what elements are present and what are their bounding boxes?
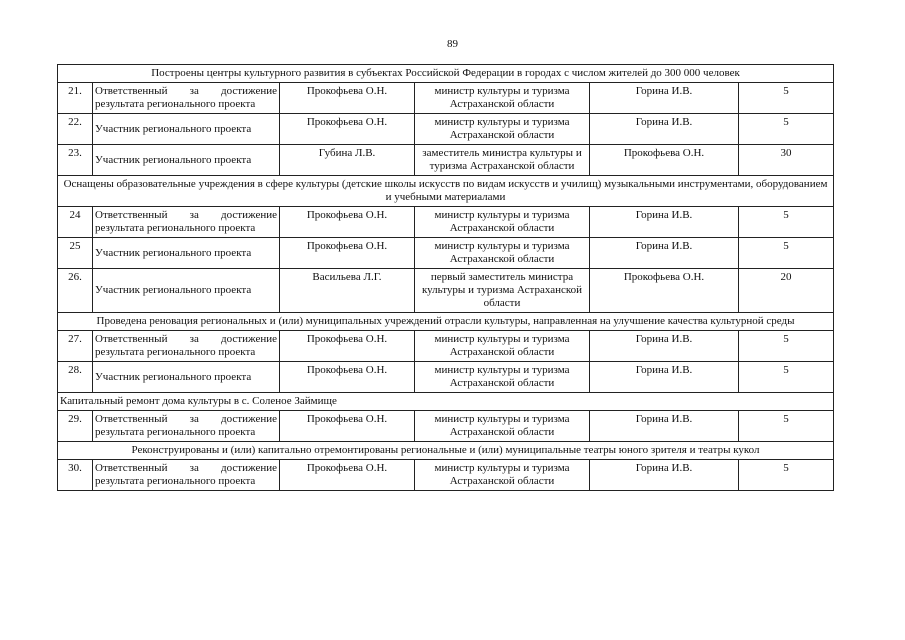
- position-cell: министр культуры и туризма Астраханской области: [415, 83, 590, 114]
- position-cell: первый заместитель министра культуры и туризма Астраханской области: [415, 269, 590, 313]
- table-row: [58, 460, 834, 491]
- position-cell: министр культуры и туризма Астраханской области: [415, 114, 590, 145]
- section-title: Капитальный ремонт дома культуры в с. Соленое Займище: [58, 393, 834, 411]
- workload-percent-cell: 5: [739, 460, 834, 491]
- supervisor-cell: Горина И.В.: [590, 238, 739, 269]
- position-cell: министр культуры и туризма Астраханской области: [415, 460, 590, 491]
- section-header-row: [58, 176, 834, 207]
- person-name-cell: Васильева Л.Г.: [280, 269, 415, 313]
- row-number: 23.: [58, 145, 93, 176]
- position-cell: министр культуры и туризма Астраханской области: [415, 331, 590, 362]
- supervisor-cell: Горина И.В.: [590, 362, 739, 393]
- section-header-row: [58, 393, 834, 411]
- position-cell: министр культуры и туризма Астраханской области: [415, 362, 590, 393]
- row-number: 22.: [58, 114, 93, 145]
- workload-percent-cell: 5: [739, 362, 834, 393]
- position-cell: министр культуры и туризма Астраханской области: [415, 207, 590, 238]
- row-number: 29.: [58, 411, 93, 442]
- table-row: [58, 114, 834, 145]
- row-number: 28.: [58, 362, 93, 393]
- workload-percent-cell: 5: [739, 331, 834, 362]
- table-body: [58, 65, 834, 491]
- row-number: 25: [58, 238, 93, 269]
- role-cell: Ответственный за достижение результата регионального проекта: [93, 331, 280, 362]
- workload-percent-cell: 5: [739, 411, 834, 442]
- table-row: [58, 145, 834, 176]
- person-name-cell: Прокофьева О.Н.: [280, 114, 415, 145]
- role-cell: Ответственный за достижение результата регионального проекта: [93, 460, 280, 491]
- role-cell: Ответственный за достижение результата регионального проекта: [93, 411, 280, 442]
- table-row: [58, 362, 834, 393]
- table-row: [58, 411, 834, 442]
- row-number: 30.: [58, 460, 93, 491]
- row-number: 24: [58, 207, 93, 238]
- person-name-cell: Прокофьева О.Н.: [280, 411, 415, 442]
- project-participants-table: [57, 64, 834, 491]
- workload-percent-cell: 5: [739, 83, 834, 114]
- row-number: 21.: [58, 83, 93, 114]
- row-number: 26.: [58, 269, 93, 313]
- page-number: 89: [447, 38, 458, 50]
- person-name-cell: Прокофьева О.Н.: [280, 83, 415, 114]
- workload-percent-cell: 5: [739, 207, 834, 238]
- workload-percent-cell: 30: [739, 145, 834, 176]
- section-header-row: [58, 313, 834, 331]
- role-cell: Участник регионального проекта: [93, 238, 280, 269]
- supervisor-cell: Горина И.В.: [590, 207, 739, 238]
- section-title: Реконструированы и (или) капитально отремонтированы региональные и (или) муниципальные театры юного зрителя и театры кукол: [58, 442, 834, 460]
- position-cell: министр культуры и туризма Астраханской области: [415, 238, 590, 269]
- person-name-cell: Прокофьева О.Н.: [280, 207, 415, 238]
- person-name-cell: Губина Л.В.: [280, 145, 415, 176]
- table-row: [58, 331, 834, 362]
- role-cell: Участник регионального проекта: [93, 362, 280, 393]
- supervisor-cell: Горина И.В.: [590, 460, 739, 491]
- supervisor-cell: Горина И.В.: [590, 114, 739, 145]
- table-row: [58, 269, 834, 313]
- role-cell: Участник регионального проекта: [93, 269, 280, 313]
- person-name-cell: Прокофьева О.Н.: [280, 238, 415, 269]
- supervisor-cell: Прокофьева О.Н.: [590, 269, 739, 313]
- section-title: Оснащены образовательные учреждения в сфере культуры (детские школы искусств по видам искусств и училищ) музыкальными инструментами, оборудованием и учебными материалами: [58, 176, 834, 207]
- row-number: 27.: [58, 331, 93, 362]
- supervisor-cell: Горина И.В.: [590, 83, 739, 114]
- section-header-row: [58, 442, 834, 460]
- section-title: Построены центры культурного развития в субъектах Российской Федерации в городах с числом жителей до 300 000 человек: [58, 65, 834, 83]
- workload-percent-cell: 5: [739, 114, 834, 145]
- table-row: [58, 238, 834, 269]
- supervisor-cell: Горина И.В.: [590, 331, 739, 362]
- workload-percent-cell: 5: [739, 238, 834, 269]
- section-title: Проведена реновация региональных и (или) муниципальных учреждений отрасли культуры, направленная на улучшение качества культурной среды: [58, 313, 834, 331]
- role-cell: Участник регионального проекта: [93, 114, 280, 145]
- workload-percent-cell: 20: [739, 269, 834, 313]
- supervisor-cell: Горина И.В.: [590, 411, 739, 442]
- position-cell: заместитель министра культуры и туризма Астраханской области: [415, 145, 590, 176]
- person-name-cell: Прокофьева О.Н.: [280, 460, 415, 491]
- table-row: [58, 207, 834, 238]
- role-cell: Участник регионального проекта: [93, 145, 280, 176]
- table-row: [58, 83, 834, 114]
- position-cell: министр культуры и туризма Астраханской области: [415, 411, 590, 442]
- person-name-cell: Прокофьева О.Н.: [280, 362, 415, 393]
- role-cell: Ответственный за достижение результата регионального проекта: [93, 207, 280, 238]
- person-name-cell: Прокофьева О.Н.: [280, 331, 415, 362]
- supervisor-cell: Прокофьева О.Н.: [590, 145, 739, 176]
- role-cell: Ответственный за достижение результата регионального проекта: [93, 83, 280, 114]
- section-header-row: [58, 65, 834, 83]
